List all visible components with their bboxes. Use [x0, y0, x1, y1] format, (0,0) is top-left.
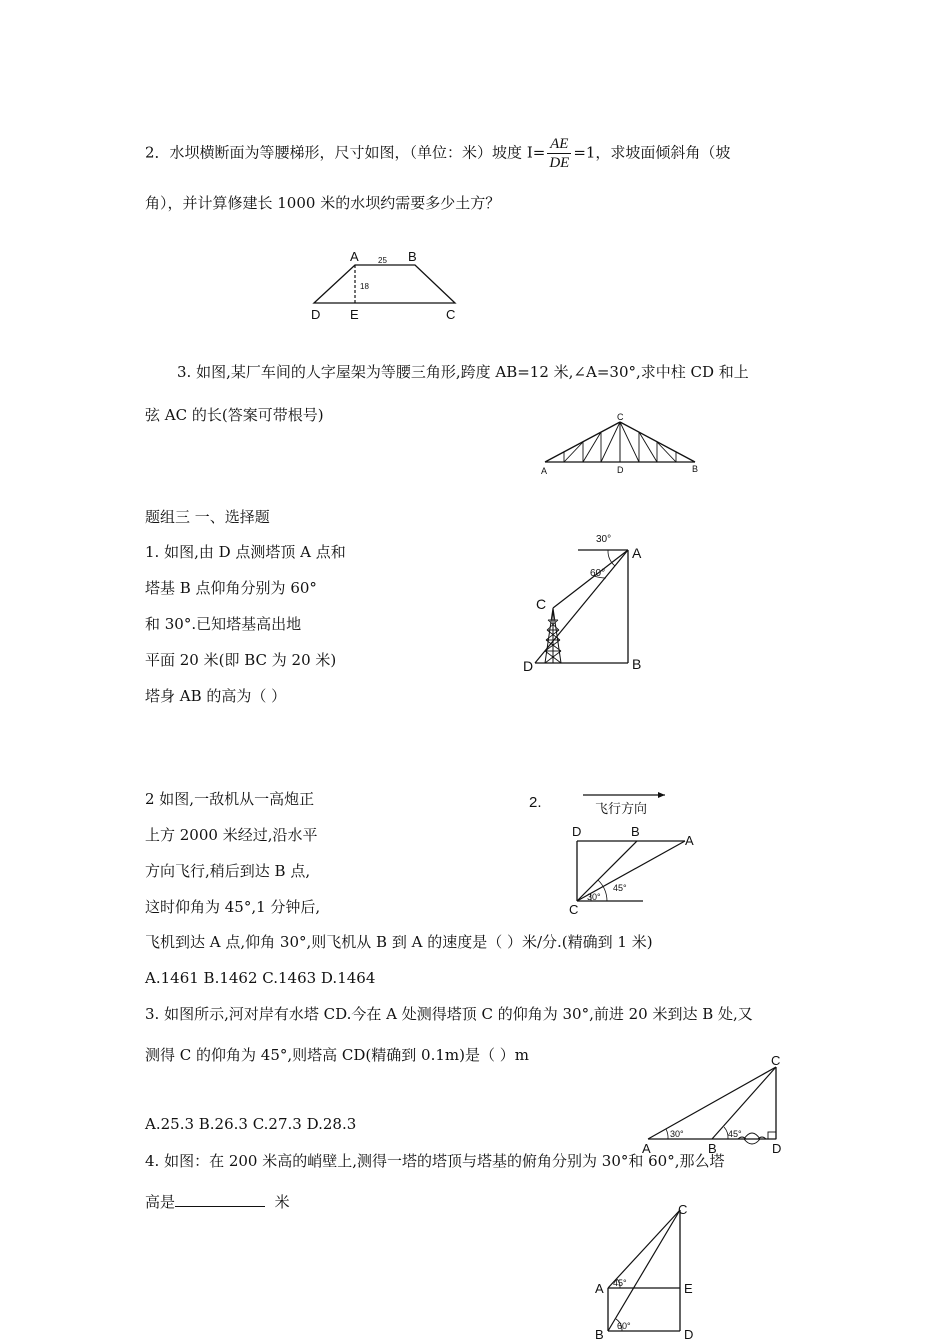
p2-options: A.1461 B.1462 C.1463 D.1464: [145, 969, 376, 987]
p4-line2-pre: 高是: [145, 1193, 176, 1211]
q2-line1-pre: 2．水坝横断面为等腰梯形，尺寸如图，（单位：米）坡度 I=: [145, 143, 546, 162]
label-D: D: [772, 1141, 782, 1156]
label-D: D: [617, 465, 624, 475]
aircraft-elevation-figure: [525, 785, 705, 920]
label-A: A: [350, 249, 359, 264]
label-C: C: [446, 307, 456, 322]
trapezoid-shape: [314, 265, 455, 303]
q3-line1: 3. 如图,某厂车间的人字屋架为等腰三角形,跨度 AB=12 米,∠A=30°,求中柱 CD 和上: [177, 363, 749, 381]
p2-line3: 方向飞行,稍后到达 B 点,: [145, 862, 311, 880]
label-angle-45: 45°: [613, 883, 627, 893]
roof-truss-figure: [535, 412, 705, 478]
label-B: B: [408, 249, 417, 264]
label-E: E: [350, 307, 359, 322]
p2-line2: 上方 2000 米经过,沿水平: [145, 826, 318, 844]
p3-line2: 测得 C 的仰角为 45°,则塔高 CD(精确到 0.1m)是（ ）m: [145, 1046, 529, 1064]
fraction-numerator: AE: [547, 135, 571, 154]
label-height: 18: [360, 282, 369, 291]
label-B: B: [632, 656, 642, 672]
dam-trapezoid-figure: [300, 245, 470, 325]
slope-fraction: [547, 135, 571, 172]
water-tower-figure: [640, 1055, 800, 1155]
p1-line4: 平面 20 米(即 BC 为 20 米): [145, 651, 337, 669]
label-A: A: [632, 545, 642, 561]
label-angle-30: 30°: [670, 1129, 684, 1139]
label-C: C: [678, 1202, 688, 1217]
label-D: D: [311, 307, 321, 322]
p1-line3: 和 30°.已知塔基高出地: [145, 615, 302, 633]
label-A: A: [541, 466, 548, 476]
label-A: A: [642, 1141, 651, 1156]
label-B: B: [631, 824, 640, 839]
label-angle-top: 30°: [596, 534, 612, 545]
label-D: D: [572, 824, 582, 839]
p4-line2: [145, 1192, 290, 1212]
label-A: A: [595, 1281, 604, 1296]
label-B: B: [595, 1327, 604, 1342]
label-C: C: [771, 1053, 781, 1068]
cliff-tower-figure: [590, 1200, 710, 1340]
p2-line4: 这时仰角为 45°,1 分钟后,: [145, 898, 321, 916]
label-E: E: [684, 1281, 693, 1296]
tower-elevation-figure: [520, 530, 650, 680]
p4-line1: 4. 如图：在 200 米高的峭壁上,测得一塔的塔顶与塔基的俯角分别为 30°和 60°,那么塔: [145, 1152, 725, 1170]
p3-options: A.25.3 B.26.3 C.27.3 D.28.3: [145, 1115, 357, 1133]
label-D: D: [684, 1327, 694, 1342]
p1-line2: 塔基 B 点仰角分别为 60°: [145, 579, 317, 597]
label-angle-45: 45°: [613, 1278, 627, 1288]
p3-line1: 3. 如图所示,河对岸有水塔 CD.今在 A 处测得塔顶 C 的仰角为 30°,前进 20 米到达 B 处,又: [145, 1005, 753, 1023]
group3-heading: 题组三 一、选择题: [145, 508, 270, 526]
p1-line5: 塔身 AB 的高为（ ）: [145, 687, 287, 705]
label-angle-60: 60°: [617, 1321, 631, 1331]
q3-line2: 弦 AC 的长(答案可带根号): [145, 406, 324, 424]
label-angle-45: 45°: [728, 1129, 742, 1139]
label-C: C: [569, 902, 579, 917]
figure-number: 2.: [529, 794, 542, 811]
label-C: C: [617, 412, 624, 422]
label-C: C: [536, 596, 547, 612]
label-B: B: [692, 464, 699, 474]
label-A: A: [685, 833, 694, 848]
answer-blank[interactable]: [175, 1192, 265, 1207]
p1-line1: 1. 如图,由 D 点测塔顶 A 点和: [145, 543, 346, 561]
p2-line5: 飞机到达 A 点,仰角 30°,则飞机从 B 到 A 的速度是（ ）米/分.(精确到 1 米): [145, 933, 653, 951]
label-direction: 飞行方向: [595, 801, 648, 816]
q2-line2: 角），并计算修建长 1000 米的水坝约需要多少土方？: [145, 194, 501, 212]
q2-line1-post: =1，求坡面倾斜角（坡: [573, 143, 731, 162]
label-B: B: [708, 1141, 717, 1156]
p4-line2-post: 米: [274, 1193, 290, 1211]
label-angle-inner: 60°: [590, 568, 606, 579]
label-top-length: 25: [378, 256, 387, 265]
label-D: D: [523, 658, 534, 674]
q2-line1: [145, 135, 730, 172]
p2-line1: 2 如图,一敌机从一高炮正: [145, 790, 315, 808]
label-angle-30: 30°: [587, 892, 601, 902]
fraction-denominator: DE: [549, 155, 570, 171]
